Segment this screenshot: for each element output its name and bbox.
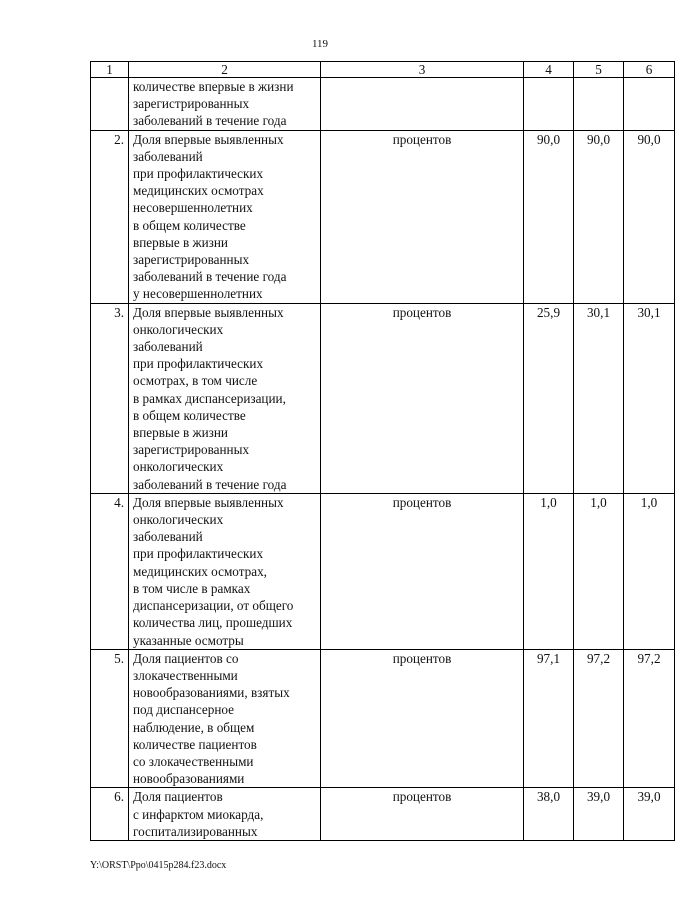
description-line: заболеваний: [133, 529, 203, 545]
indicator-description: [129, 649, 321, 788]
header-col-1: 1: [91, 62, 129, 78]
description-line: Доля впервые выявленных: [133, 304, 284, 320]
description-line: зарегистрированных: [133, 96, 250, 112]
description-line: Доля пациентов со: [133, 650, 239, 666]
description-line: под диспансерное: [133, 702, 234, 718]
description-line: онкологических: [133, 321, 224, 337]
row-number: 6.: [91, 788, 129, 841]
unit-of-measure: процентов: [321, 649, 524, 788]
description-line: онкологических: [133, 459, 224, 475]
table-header-row: [91, 62, 675, 78]
table-row: [91, 493, 675, 649]
description-line: впервые в жизни: [133, 425, 228, 441]
description-line: количестве впервые в жизни: [133, 79, 294, 94]
header-col-2: 2: [129, 62, 321, 78]
table-row: [91, 649, 675, 788]
description-line: онкологических: [133, 512, 224, 528]
description-line: впервые в жизни: [133, 234, 228, 250]
value-col-4: 90,0: [524, 130, 574, 303]
value-col-6: 1,0: [624, 493, 675, 649]
description-line: количестве пациентов: [133, 736, 257, 752]
description-line: медицинских осмотрах,: [133, 563, 267, 579]
value-col-6: 90,0: [624, 130, 675, 303]
description-line: злокачественными: [133, 667, 238, 683]
table-row: [91, 303, 675, 493]
value-col-5: 1,0: [574, 493, 624, 649]
description-line: диспансеризации, от общего: [133, 598, 294, 614]
description-line: указанные осмотры: [133, 632, 244, 648]
description-line: в том числе в рамках: [133, 580, 251, 596]
value-col-4: 97,1: [524, 649, 574, 788]
description-line: заболеваний в течение года: [133, 476, 287, 492]
description-line: при профилактических: [133, 166, 264, 182]
description-line: заболеваний: [133, 148, 203, 164]
indicator-description: [129, 303, 321, 493]
unit-of-measure: процентов: [321, 788, 524, 841]
description-line: при профилактических: [133, 546, 264, 562]
document-file-path: Y:\ORST\Ppo\0415p284.f23.docx: [90, 860, 227, 871]
row-number: 4.: [91, 493, 129, 649]
description-line: заболеваний в течение года: [133, 113, 287, 129]
table-row: [91, 788, 675, 841]
page-number: 119: [311, 38, 329, 50]
row-number: 2.: [91, 130, 129, 303]
value-col-5: 97,2: [574, 649, 624, 788]
description-line: в общем количестве: [133, 217, 246, 233]
header-col-5: 5: [574, 62, 624, 78]
description-line: новообразованиями, взятых: [133, 685, 290, 701]
header-col-3: 3: [321, 62, 524, 78]
row-number: 3.: [91, 303, 129, 493]
description-line: несовершеннолетних: [133, 200, 253, 216]
unit-of-measure: [321, 78, 524, 131]
value-col-4: 1,0: [524, 493, 574, 649]
description-line: при профилактических: [133, 356, 264, 372]
description-line: медицинских осмотрах: [133, 183, 264, 199]
value-col-5: 39,0: [574, 788, 624, 841]
description-line: в общем количестве: [133, 407, 246, 423]
value-col-5: [574, 78, 624, 131]
description-line: госпитализированных: [133, 823, 258, 839]
value-col-4: 25,9: [524, 303, 574, 493]
description-line: Доля впервые выявленных: [133, 494, 284, 510]
description-line: с инфарктом миокарда,: [133, 806, 264, 822]
header-col-4: 4: [524, 62, 574, 78]
indicator-description: [129, 788, 321, 841]
unit-of-measure: процентов: [321, 493, 524, 649]
table-row: [91, 78, 675, 131]
description-line: наблюдение, в общем: [133, 719, 255, 735]
description-line: в рамках диспансеризации,: [133, 390, 286, 406]
value-col-4: [524, 78, 574, 131]
header-col-6: 6: [624, 62, 675, 78]
description-line: заболеваний в течение года: [133, 269, 287, 285]
value-col-5: 90,0: [574, 130, 624, 303]
table-row: [91, 130, 675, 303]
indicators-table: [90, 61, 675, 841]
value-col-5: 30,1: [574, 303, 624, 493]
unit-of-measure: процентов: [321, 130, 524, 303]
indicator-description: [129, 130, 321, 303]
description-line: Доля пациентов: [133, 789, 223, 805]
indicator-description: [129, 493, 321, 649]
value-col-4: 38,0: [524, 788, 574, 841]
description-line: осмотрах, в том числе: [133, 373, 258, 389]
row-number: 5.: [91, 649, 129, 788]
indicator-description: [129, 78, 321, 131]
row-number: [91, 78, 129, 131]
value-col-6: [624, 78, 675, 131]
unit-of-measure: процентов: [321, 303, 524, 493]
description-line: заболеваний: [133, 339, 203, 355]
description-line: количества лиц, прошедших: [133, 615, 293, 631]
description-line: у несовершеннолетних: [133, 286, 263, 302]
value-col-6: 39,0: [624, 788, 675, 841]
description-line: новообразованиями: [133, 771, 245, 787]
value-col-6: 30,1: [624, 303, 675, 493]
description-line: со злокачественными: [133, 753, 254, 769]
description-line: зарегистрированных: [133, 442, 250, 458]
value-col-6: 97,2: [624, 649, 675, 788]
description-line: зарегистрированных: [133, 252, 250, 268]
description-line: Доля впервые выявленных: [133, 131, 284, 147]
